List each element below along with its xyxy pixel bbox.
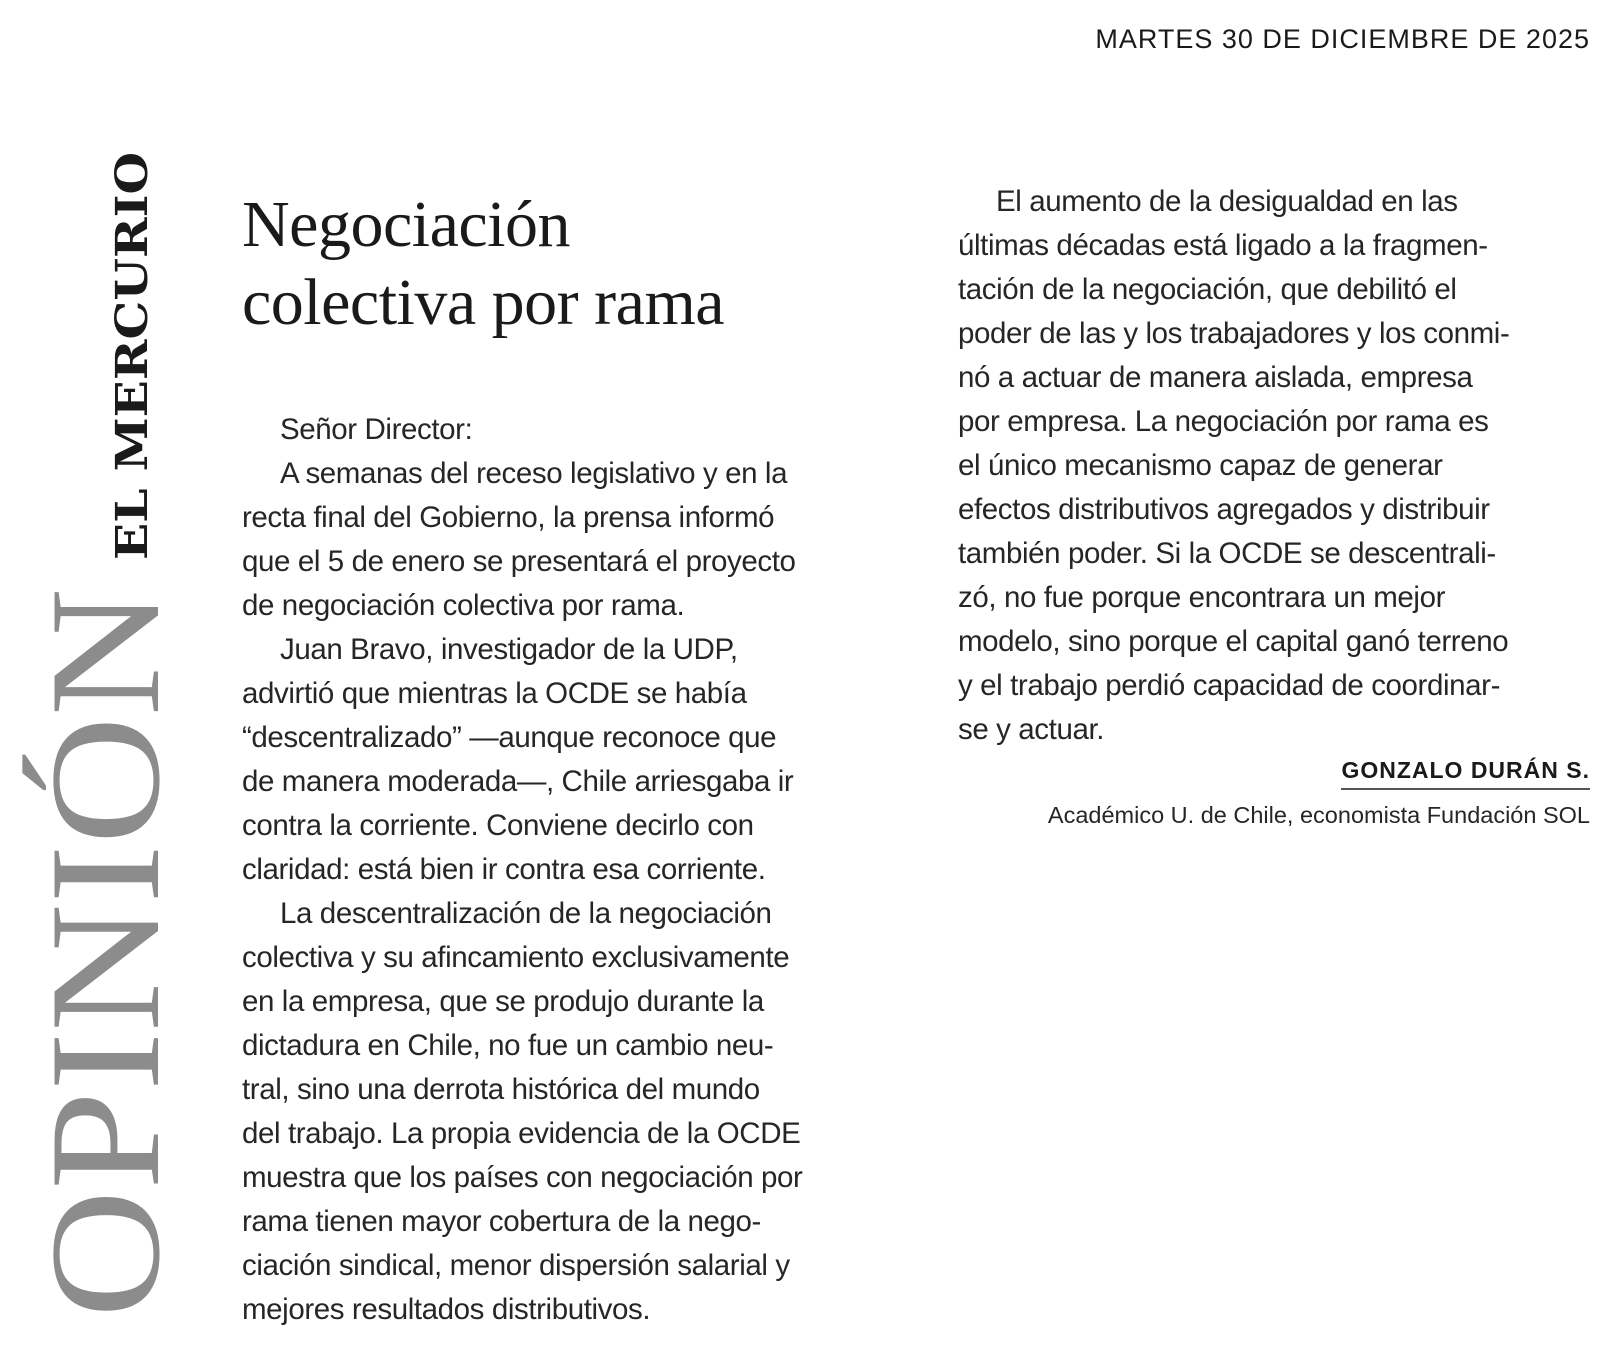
body-text-line: nó a actuar de manera aislada, empresa — [958, 361, 1473, 394]
body-text-line: y el trabajo perdió capacidad de coordinar- — [958, 669, 1501, 702]
body-text-line: poder de las y los trabajadores y los conmi- — [958, 317, 1510, 350]
headline-line: Negociación — [242, 188, 571, 261]
body-text-line: por empresa. La negociación por rama es — [958, 405, 1489, 438]
body-text-line: rama tienen mayor cobertura de la nego- — [242, 1205, 761, 1238]
publication-date: MARTES 30 DE DICIEMBRE DE 2025 — [1095, 24, 1590, 54]
author-affiliation: Académico U. de Chile, economista Fundación SOL — [1047, 802, 1590, 828]
body-text-line: modelo, sino porque el capital ganó terreno — [958, 625, 1509, 658]
body-text-line: tral, sino una derrota histórica del mundo — [242, 1073, 760, 1106]
body-text-line: mejores resultados distributivos. — [242, 1293, 651, 1326]
body-text-line: tación de la negociación, que debilitó el — [958, 273, 1457, 306]
body-text-line: contra la corriente. Conviene decirlo con — [242, 809, 754, 842]
body-text-line: Señor Director: — [280, 413, 473, 446]
body-text-line: efectos distributivos agregados y distribuir — [958, 493, 1490, 526]
body-text-line: del trabajo. La propia evidencia de la OCDE — [242, 1117, 801, 1150]
section-label — [0, 0, 193, 1360]
body-text-line: que el 5 de enero se presentará el proyecto — [242, 545, 796, 578]
body-text-line: ciación sindical, menor dispersión salarial y — [242, 1249, 790, 1282]
body-text-line: Juan Bravo, investigador de la UDP, — [280, 633, 738, 666]
body-text-line: de manera moderada—, Chile arriesgaba ir — [242, 765, 794, 798]
body-text-line: de negociación colectiva por rama. — [242, 589, 685, 622]
body-text-line: en la empresa, que se produjo durante la — [242, 985, 764, 1018]
body-text-line: A semanas del receso legislativo y en la — [280, 457, 788, 490]
body-text-line: La descentralización de la negociación — [280, 897, 772, 930]
publication-name: EL MERCURIO — [107, 192, 158, 560]
body-text-line: el único mecanismo capaz de generar — [958, 449, 1443, 482]
body-text-line: advirtió que mientras la OCDE se había — [242, 677, 747, 710]
body-text-line: claridad: está bien ir contra esa corriente. — [242, 853, 766, 886]
author-name: GONZALO DURÁN S. — [1341, 757, 1590, 790]
section-name: OPINIÓN — [18, 668, 193, 1318]
body-text-line: muestra que los países con negociación por — [242, 1161, 803, 1194]
body-text-line: zó, no fue porque encontrara un mejor — [958, 581, 1446, 614]
body-text-line: se y actuar. — [958, 713, 1105, 746]
article-column-left — [242, 408, 862, 1332]
headline — [242, 186, 724, 342]
article-column-right — [958, 180, 1593, 752]
signature — [1048, 757, 1590, 829]
body-text-line: dictadura en Chile, no fue un cambio neu- — [242, 1029, 774, 1062]
body-text-line: colectiva y su afincamiento exclusivamente — [242, 941, 790, 974]
body-text-line: El aumento de la desigualdad en las — [996, 185, 1458, 218]
section-label-graphic — [0, 0, 193, 1360]
body-text-line: también poder. Si la OCDE se descentrali- — [958, 537, 1496, 570]
headline-line: colectiva por rama — [242, 266, 725, 339]
body-text-line: últimas décadas está ligado a la fragmen- — [958, 229, 1488, 262]
body-text-line: “descentralizado” —aunque reconoce que — [242, 721, 777, 754]
body-text-line: recta final del Gobierno, la prensa informó — [242, 501, 775, 534]
